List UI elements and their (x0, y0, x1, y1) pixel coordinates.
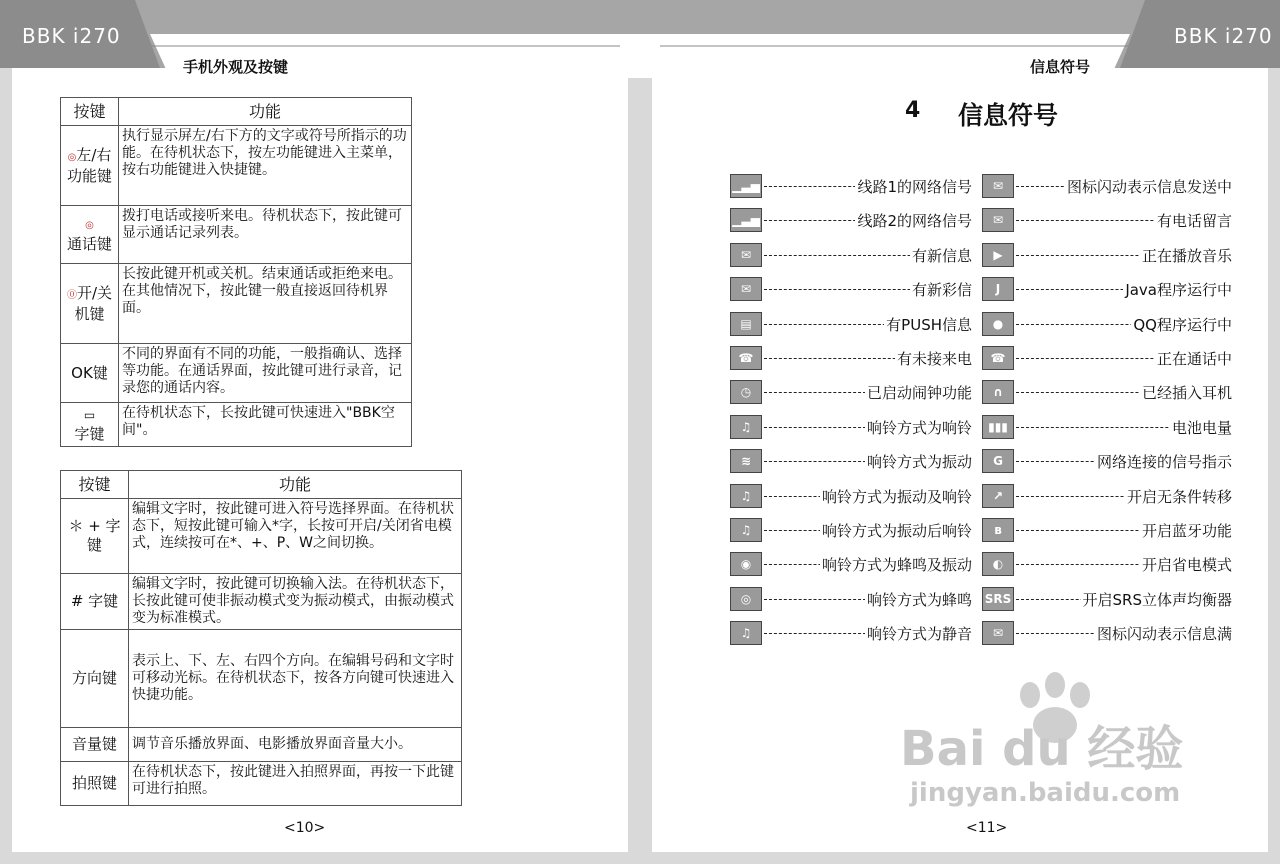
legend-item (982, 241, 1232, 269)
legend-label: Java程序运行中 (1125, 281, 1232, 300)
legend-item (982, 378, 1232, 406)
power-save-icon: ◐ (982, 552, 1014, 576)
table-row (61, 126, 412, 206)
col-func-header: 功能 (129, 471, 462, 499)
legend-label: 有新信息 (911, 246, 972, 265)
legend-label: 线路1的网络信号 (857, 178, 972, 196)
legend-label: 开启省电模式 (1141, 556, 1232, 575)
table-row (61, 264, 412, 344)
legend-item (730, 172, 972, 200)
legend-item (730, 516, 972, 544)
table-row (61, 206, 412, 264)
signal-line2-icon: ▁▃▅ (730, 208, 762, 232)
qq-penguin-icon: ● (982, 312, 1014, 336)
legend-label: 响铃方式为振动后响铃 (821, 522, 972, 540)
legend-label: 响铃方式为振动 (866, 453, 972, 472)
legend-item (982, 172, 1232, 200)
legend-label: 电池电量 (1171, 418, 1232, 437)
legend-item (982, 585, 1232, 613)
legend-item (982, 516, 1232, 544)
legend-label: 响铃方式为蜂鸣 (866, 590, 972, 609)
table-row (61, 499, 462, 574)
legend-label: 开启蓝牙功能 (1141, 522, 1232, 540)
func-cell: 编辑文字时，按此键可进入符号选择界面。在待机状态下，短按此键可输入*字，长按可开启/关闭省电模式，连续按可在*、+、P、W之间切换。 (129, 499, 462, 574)
chapter-title: 信息符号 (958, 101, 1059, 130)
func-cell: 不同的界面有不同的功能，一般指确认、选择等功能。在通话界面，按此键可进行录音，记录您的通话内容。 (119, 344, 412, 403)
bluetooth-icon: ʙ (982, 518, 1014, 542)
legend-label: 网络连接的信号指示 (1096, 453, 1232, 472)
legend-item (730, 413, 972, 441)
legend-label: 有未接来电 (896, 350, 972, 368)
call-key-icon: ◎ (85, 219, 94, 231)
legend-item (730, 206, 972, 234)
table-row (61, 728, 462, 762)
legend-item (982, 447, 1232, 475)
func-cell: 表示上、下、左、右四个方向。在编辑号码和文字时可移动光标。在待机状态下，按各方向键可快速进入快捷功能。 (129, 630, 462, 728)
key-cell: 音量键 (61, 728, 129, 762)
legend-label: 有PUSH信息 (886, 315, 972, 334)
legend-item (982, 482, 1232, 510)
signal-line1-icon: ▁▃▅ (730, 174, 762, 198)
java-icon: J (982, 277, 1014, 301)
legend-label: 有新彩信 (911, 281, 972, 300)
key-cell: OK键 (61, 344, 119, 403)
ring-icon: ♫ (730, 415, 762, 439)
key-cell: # 字键 (61, 574, 129, 630)
chapter-number: 4 (905, 98, 921, 123)
vibrate-and-ring-icon: ♫ (730, 484, 762, 508)
watermark-url: jingyan.baidu.com (910, 778, 1181, 808)
page-number-right: <11> (966, 820, 1008, 836)
legend-label: 有电话留言 (1156, 212, 1232, 231)
func-cell: 执行显示屏左/右下方的文字或符号所指示的功能。在待机状态下，按左功能键进入主菜单，按右功能键进入快捷键。 (119, 126, 412, 206)
legend-label: 开启无条件转移 (1126, 487, 1232, 506)
legend-item (982, 550, 1232, 578)
legend-label: 响铃方式为蜂鸣及振动 (821, 556, 972, 575)
legend-item (730, 378, 972, 406)
func-cell: 编辑文字时，按此键可切换输入法。在待机状态下，长按此键可使非振动模式变为振动模式，由振动模式变为标准模式。 (129, 574, 462, 630)
alarm-clock-icon: ◷ (730, 380, 762, 404)
legend-label: 正在播放音乐 (1141, 246, 1232, 265)
key-cell: ▭ 字键 (61, 403, 119, 447)
legend-item (982, 310, 1232, 338)
legend-label: 线路2的网络信号 (857, 212, 972, 231)
legend-item (730, 447, 972, 475)
message-full-icon: ✉ (982, 621, 1014, 645)
legend-item (730, 241, 972, 269)
legend-item (730, 275, 972, 303)
func-cell: 长按此键开机或关机。结束通话或拒绝来电。在其他情况下，按此键一般直接返回待机界面。 (119, 264, 412, 344)
key-cell: 拍照键 (61, 762, 129, 806)
legend-label: 响铃方式为振动及响铃 (821, 487, 972, 506)
table-row (61, 344, 412, 403)
legend-label: 已启动闹钟功能 (866, 384, 972, 403)
legend-item (730, 585, 972, 613)
key-cell: 方向键 (61, 630, 129, 728)
func-cell: 调节音乐播放界面、电影播放界面音量大小。 (129, 728, 462, 762)
func-cell: 拨打电话或接听来电。待机状态下，按此键可显示通话记录列表。 (119, 206, 412, 264)
sending-message-icon: ✉ (982, 174, 1014, 198)
table-row (61, 762, 462, 806)
battery-icon: ▮▮▮ (982, 415, 1014, 439)
beep-icon: ◎ (730, 587, 762, 611)
space-key-icon: ▭ (83, 407, 96, 422)
key-table-1 (60, 97, 412, 447)
voicemail-icon: ✉ (982, 208, 1014, 232)
legend-label: 已经插入耳机 (1141, 384, 1232, 403)
legend-item (982, 275, 1232, 303)
table-row (61, 574, 462, 630)
key-cell: ◎ 通话键 (61, 206, 119, 264)
legend-item (730, 619, 972, 647)
legend-item (730, 482, 972, 510)
mms-envelope-icon: ✉ (730, 277, 762, 301)
table-header-row (61, 98, 412, 126)
envelope-icon: ✉ (730, 243, 762, 267)
vibrate-then-ring-icon: ♫ (730, 518, 762, 542)
running-title-left: 手机外观及按键 (183, 58, 289, 76)
key-cell: ＊ + 字键 (61, 499, 129, 574)
baidu-jingyan-watermark (900, 670, 1220, 820)
watermark-logo-text: Bai du 经验 (900, 721, 1184, 777)
table-row (61, 630, 462, 728)
legend-item (730, 550, 972, 578)
brand-right: BBK i270 (1174, 24, 1273, 48)
music-playing-icon: ▶ (982, 243, 1014, 267)
in-call-icon: ☎ (982, 346, 1014, 370)
brand-left: BBK i270 (22, 24, 121, 48)
missed-call-icon: ☎ (730, 346, 762, 370)
legend-label: 响铃方式为响铃 (866, 418, 972, 437)
legend-label: 图标闪动表示信息发送中 (1066, 178, 1232, 196)
vibrate-icon: ≋ (730, 449, 762, 473)
col-func-header: 功能 (119, 98, 412, 126)
headset-icon: ∩ (982, 380, 1014, 404)
table-header-row (61, 471, 462, 499)
push-message-icon: ▤ (730, 312, 762, 336)
legend-item (982, 619, 1232, 647)
legend-item (982, 413, 1232, 441)
call-forward-icon: ↗ (982, 484, 1014, 508)
key-cell: ⓪开/关机键 (61, 264, 119, 344)
col-key-header: 按键 (61, 98, 119, 126)
network-g-icon: G (982, 449, 1014, 473)
page-number-left: <10> (284, 820, 326, 836)
running-title-right: 信息符号 (1030, 58, 1091, 76)
legend-label: QQ程序运行中 (1133, 315, 1232, 334)
beep-and-vibrate-icon: ◉ (730, 552, 762, 576)
legend-label: 正在通话中 (1156, 350, 1232, 368)
legend-label: 响铃方式为静音 (866, 625, 972, 644)
power-key-icon: ⓪ (66, 289, 77, 301)
func-cell: 在待机状态下，长按此键可快速进入"BBK空间"。 (119, 403, 412, 447)
legend-label: 图标闪动表示信息满 (1096, 625, 1232, 644)
col-key-header: 按键 (61, 471, 129, 499)
table-row (61, 403, 412, 447)
silent-icon: ♫ (730, 621, 762, 645)
srs-icon: SRS (982, 587, 1014, 611)
legend-item (730, 344, 972, 372)
func-cell: 在待机状态下，按此键进入拍照界面，再按一下此键可进行拍照。 (129, 762, 462, 806)
legend-item (982, 206, 1232, 234)
key-table-2 (60, 470, 462, 806)
legend-item (982, 344, 1232, 372)
legend-item (730, 310, 972, 338)
soft-key-icon: ◎ (67, 151, 77, 163)
legend-label: 开启SRS立体声均衡器 (1082, 590, 1232, 609)
key-cell: ◎左/右功能键 (61, 126, 119, 206)
